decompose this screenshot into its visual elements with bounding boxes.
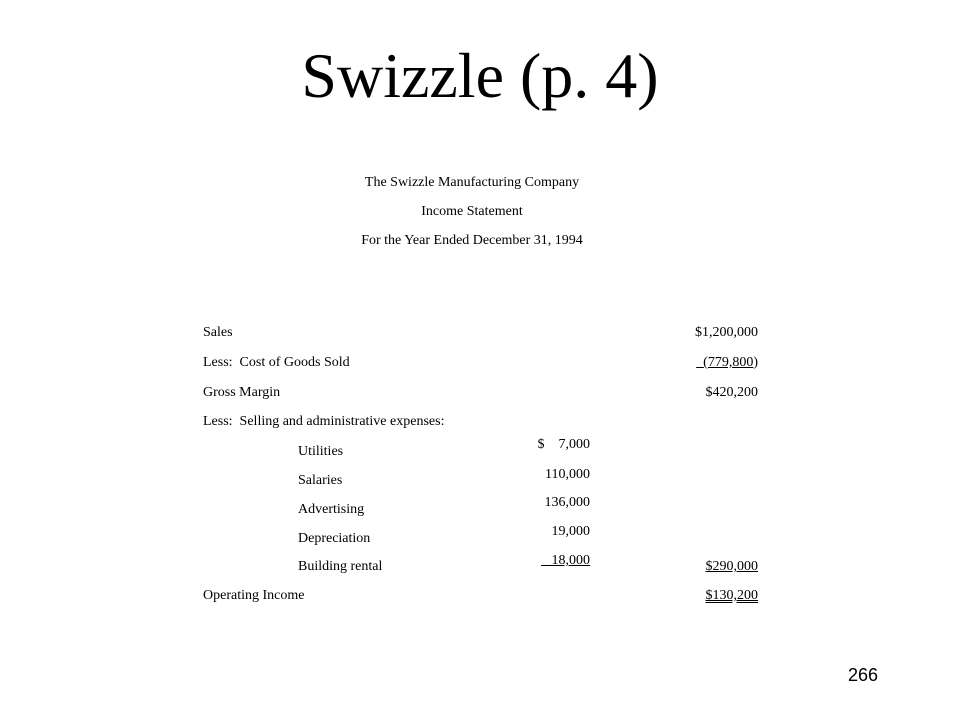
advertising-label: Advertising [298,502,365,517]
advertising-amount: 136,000 [544,495,590,510]
statement-name: Income Statement [421,204,523,219]
operating-income-amount: $130,200 [705,588,758,603]
gross-margin-label: Gross Margin [203,385,281,400]
building-rental-amount: 18,000 [541,553,590,568]
gross-margin-amount: $420,200 [705,385,758,400]
depreciation-amount: 19,000 [551,524,590,539]
company-name: The Swizzle Manufacturing Company [364,175,580,190]
building-rental-label: Building rental [298,559,383,574]
page-number: 266 [847,665,878,685]
slide-title: Swizzle (p. 4) [301,40,659,111]
statement-period: For the Year Ended December 31, 1994 [361,233,583,248]
sales-amount: $1,200,000 [695,325,758,340]
sga-header-label: Less: Selling and administrative expenses: [203,414,445,429]
cogs-amount [696,355,758,371]
cogs-label: Less: Cost of Goods Sold [203,355,350,370]
utilities-label: Utilities [298,444,344,459]
utilities-amount: $ 7,000 [537,437,590,452]
salaries-label: Salaries [298,473,343,488]
sales-label: Sales [203,325,233,340]
sga-total-amount: $290,000 [705,559,758,574]
depreciation-label: Depreciation [298,531,371,546]
salaries-amount: 110,000 [545,467,590,482]
operating-income-label: Operating Income [203,588,305,603]
cogs-amount-value: (779,800 [703,355,754,370]
cogs-amount-paren: ) [753,355,758,370]
